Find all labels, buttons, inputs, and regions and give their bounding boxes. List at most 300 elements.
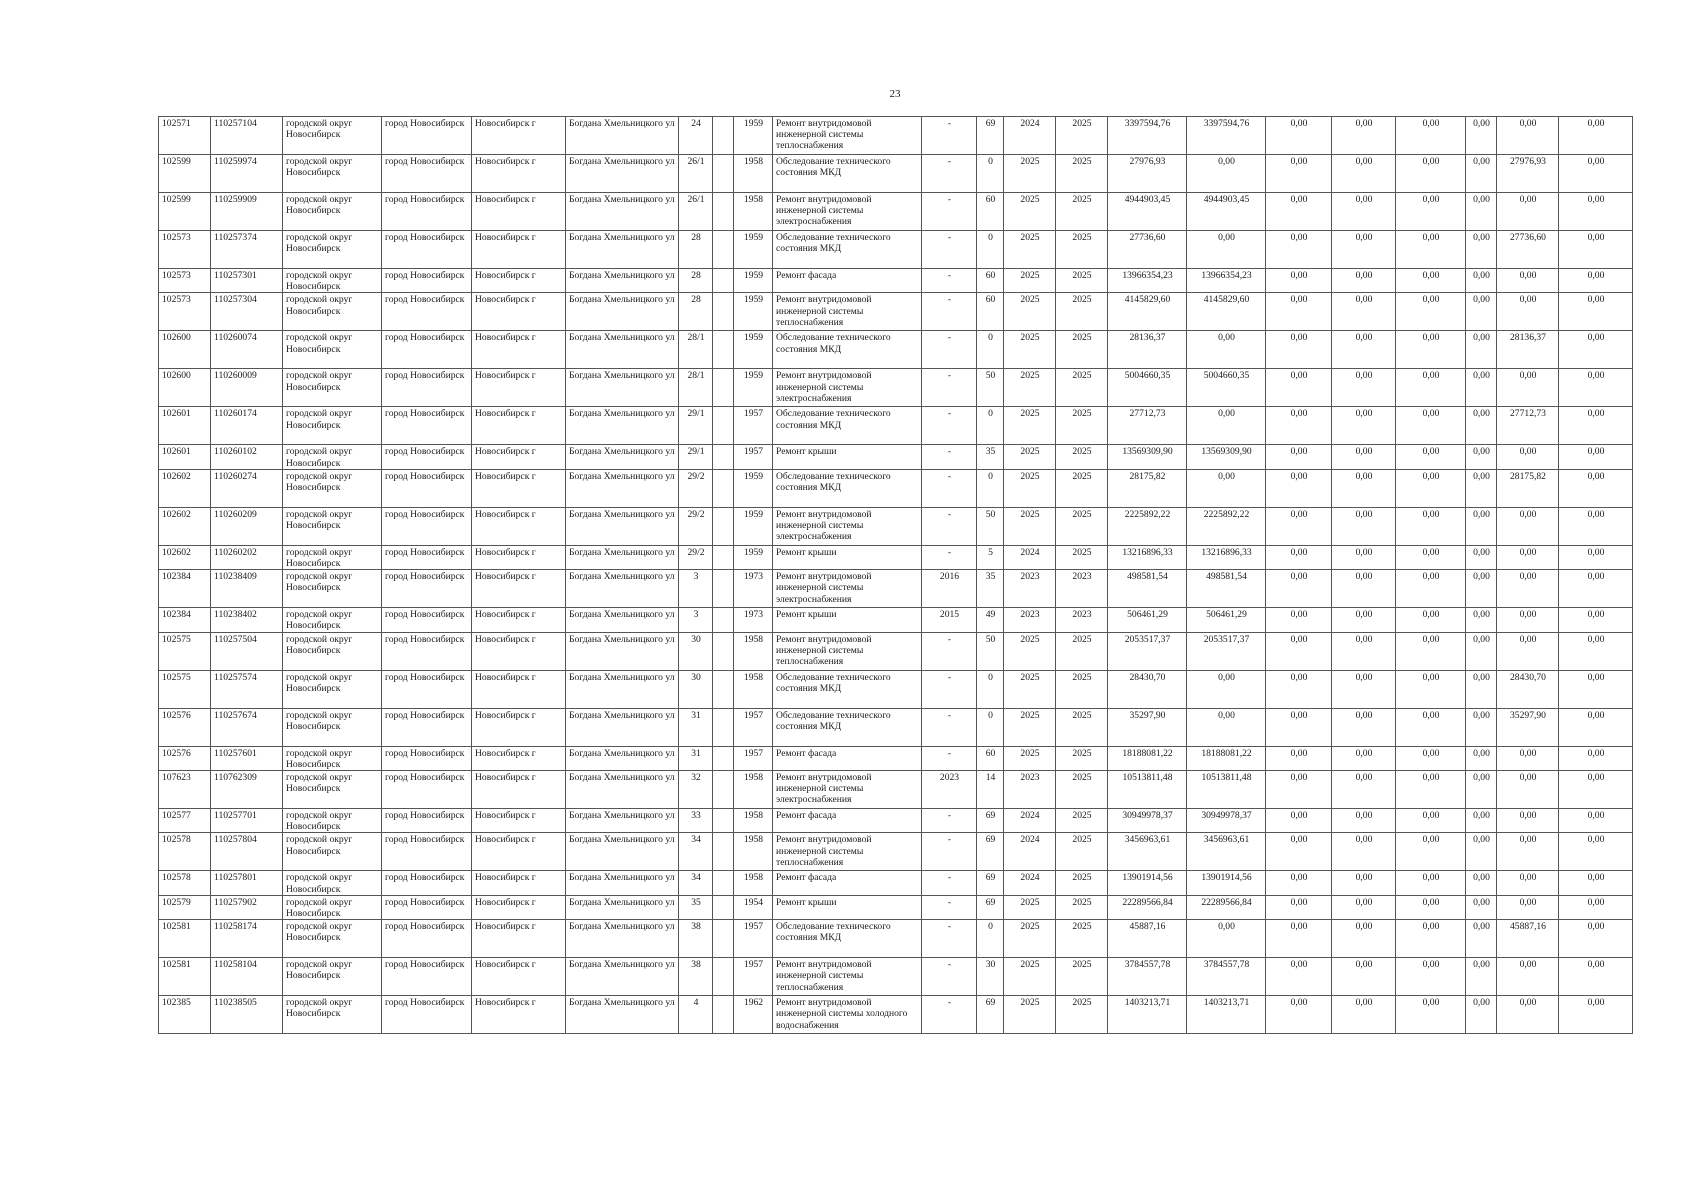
last-repair-year-cell: 2023 (922, 771, 977, 809)
survey-cost-cell: 0,00 (1497, 771, 1559, 809)
settlement-cell: город Новосибирск (382, 193, 472, 231)
municipality-cell: городской округ Новосибирск (283, 632, 382, 670)
plan-end-cell: 2025 (1056, 507, 1108, 545)
fund-cost-cell: 2225892,22 (1187, 507, 1266, 545)
house-number-cell: 28 (679, 269, 713, 293)
table-row (159, 871, 1633, 895)
wear-cell: 50 (977, 632, 1004, 670)
plan-start-cell: 2025 (1004, 996, 1056, 1034)
settlement-cell: город Новосибирск (382, 670, 472, 708)
other-cost-cell: 0,00 (1559, 507, 1633, 545)
street-cell: Богдана Хмельницкого ул (566, 293, 679, 331)
fund-cost-cell: 22289566,84 (1187, 895, 1266, 919)
municipality-cell: городской округ Новосибирск (283, 809, 382, 833)
regional-cost-cell: 0,00 (1332, 833, 1396, 871)
local-cost-cell: 0,00 (1396, 507, 1466, 545)
plan-end-cell: 2023 (1056, 608, 1108, 632)
table-row (159, 608, 1633, 632)
owner-cost-cell: 0,00 (1466, 293, 1497, 331)
owner-cost-cell: 0,00 (1466, 771, 1497, 809)
other-cost-cell: 0,00 (1559, 996, 1633, 1034)
municipality-cell: городской округ Новосибирск (283, 331, 382, 369)
table-row (159, 996, 1633, 1034)
other-cost-cell: 0,00 (1559, 269, 1633, 293)
survey-cost-cell: 0,00 (1497, 809, 1559, 833)
work-id-cell: 110260009 (211, 369, 283, 407)
work-type-cell: Обследование технического состояния МКД (773, 155, 922, 193)
federal-cost-cell: 0,00 (1266, 117, 1332, 155)
street-cell: Богдана Хмельницкого ул (566, 507, 679, 545)
locality-cell: Новосибирск г (472, 155, 566, 193)
local-cost-cell: 0,00 (1396, 331, 1466, 369)
last-repair-year-cell: - (922, 632, 977, 670)
house-id-cell: 102578 (159, 871, 211, 895)
plan-end-cell: 2025 (1056, 871, 1108, 895)
settlement-cell: город Новосибирск (382, 996, 472, 1034)
year-built-cell: 1973 (734, 570, 773, 608)
locality-cell: Новосибирск г (472, 293, 566, 331)
house-number-cell: 30 (679, 632, 713, 670)
plan-end-cell: 2025 (1056, 833, 1108, 871)
local-cost-cell: 0,00 (1396, 996, 1466, 1034)
regional-cost-cell: 0,00 (1332, 507, 1396, 545)
locality-cell: Новосибирск г (472, 996, 566, 1034)
other-cost-cell: 0,00 (1559, 570, 1633, 608)
year-built-cell: 1959 (734, 369, 773, 407)
last-repair-year-cell: - (922, 809, 977, 833)
locality-cell: Новосибирск г (472, 771, 566, 809)
settlement-cell: город Новосибирск (382, 269, 472, 293)
work-type-cell: Ремонт внутридомовой инженерной системы электроснабжения (773, 570, 922, 608)
work-type-cell: Ремонт внутридомовой инженерной системы теплоснабжения (773, 632, 922, 670)
owner-cost-cell: 0,00 (1466, 545, 1497, 569)
wear-cell: 0 (977, 708, 1004, 746)
local-cost-cell: 0,00 (1396, 608, 1466, 632)
plan-start-cell: 2024 (1004, 545, 1056, 569)
total-cost-cell: 3784557,78 (1108, 958, 1187, 996)
locality-cell: Новосибирск г (472, 746, 566, 770)
federal-cost-cell: 0,00 (1266, 545, 1332, 569)
survey-cost-cell: 27976,93 (1497, 155, 1559, 193)
street-cell: Богдана Хмельницкого ул (566, 193, 679, 231)
settlement-cell: город Новосибирск (382, 833, 472, 871)
other-cost-cell: 0,00 (1559, 833, 1633, 871)
survey-cost-cell: 0,00 (1497, 369, 1559, 407)
work-id-cell: 110762309 (211, 771, 283, 809)
fund-cost-cell: 0,00 (1187, 469, 1266, 507)
building-cell (713, 996, 734, 1034)
plan-start-cell: 2024 (1004, 833, 1056, 871)
house-id-cell: 107623 (159, 771, 211, 809)
house-id-cell: 102577 (159, 809, 211, 833)
wear-cell: 50 (977, 369, 1004, 407)
wear-cell: 0 (977, 670, 1004, 708)
year-built-cell: 1957 (734, 407, 773, 445)
other-cost-cell: 0,00 (1559, 871, 1633, 895)
local-cost-cell: 0,00 (1396, 293, 1466, 331)
house-id-cell: 102602 (159, 507, 211, 545)
plan-start-cell: 2023 (1004, 608, 1056, 632)
owner-cost-cell: 0,00 (1466, 407, 1497, 445)
work-type-cell: Ремонт фасада (773, 809, 922, 833)
table-row (159, 331, 1633, 369)
locality-cell: Новосибирск г (472, 269, 566, 293)
house-number-cell: 31 (679, 708, 713, 746)
building-cell (713, 833, 734, 871)
plan-end-cell: 2023 (1056, 570, 1108, 608)
table-row (159, 632, 1633, 670)
building-cell (713, 231, 734, 269)
work-type-cell: Обследование технического состояния МКД (773, 670, 922, 708)
locality-cell: Новосибирск г (472, 331, 566, 369)
house-number-cell: 29/1 (679, 407, 713, 445)
settlement-cell: город Новосибирск (382, 570, 472, 608)
total-cost-cell: 5004660,35 (1108, 369, 1187, 407)
federal-cost-cell: 0,00 (1266, 632, 1332, 670)
locality-cell: Новосибирск г (472, 545, 566, 569)
regional-cost-cell: 0,00 (1332, 117, 1396, 155)
plan-end-cell: 2025 (1056, 445, 1108, 469)
house-number-cell: 29/1 (679, 445, 713, 469)
building-cell (713, 469, 734, 507)
regional-cost-cell: 0,00 (1332, 331, 1396, 369)
street-cell: Богдана Хмельницкого ул (566, 608, 679, 632)
other-cost-cell: 0,00 (1559, 746, 1633, 770)
fund-cost-cell: 0,00 (1187, 155, 1266, 193)
total-cost-cell: 18188081,22 (1108, 746, 1187, 770)
federal-cost-cell: 0,00 (1266, 608, 1332, 632)
work-id-cell: 110259974 (211, 155, 283, 193)
federal-cost-cell: 0,00 (1266, 746, 1332, 770)
work-type-cell: Обследование технического состояния МКД (773, 407, 922, 445)
year-built-cell: 1959 (734, 507, 773, 545)
street-cell: Богдана Хмельницкого ул (566, 117, 679, 155)
year-built-cell: 1959 (734, 117, 773, 155)
house-id-cell: 102581 (159, 920, 211, 958)
total-cost-cell: 13901914,56 (1108, 871, 1187, 895)
plan-start-cell: 2025 (1004, 920, 1056, 958)
regional-cost-cell: 0,00 (1332, 608, 1396, 632)
local-cost-cell: 0,00 (1396, 771, 1466, 809)
federal-cost-cell: 0,00 (1266, 469, 1332, 507)
year-built-cell: 1959 (734, 293, 773, 331)
house-number-cell: 34 (679, 833, 713, 871)
street-cell: Богдана Хмельницкого ул (566, 920, 679, 958)
year-built-cell: 1957 (734, 958, 773, 996)
fund-cost-cell: 13569309,90 (1187, 445, 1266, 469)
house-id-cell: 102601 (159, 407, 211, 445)
house-id-cell: 102575 (159, 632, 211, 670)
total-cost-cell: 2225892,22 (1108, 507, 1187, 545)
fund-cost-cell: 4145829,60 (1187, 293, 1266, 331)
fund-cost-cell: 0,00 (1187, 708, 1266, 746)
survey-cost-cell: 27712,73 (1497, 407, 1559, 445)
total-cost-cell: 28430,70 (1108, 670, 1187, 708)
municipality-cell: городской округ Новосибирск (283, 407, 382, 445)
plan-end-cell: 2025 (1056, 117, 1108, 155)
municipality-cell: городской округ Новосибирск (283, 269, 382, 293)
house-number-cell: 34 (679, 871, 713, 895)
survey-cost-cell: 0,00 (1497, 746, 1559, 770)
survey-cost-cell: 0,00 (1497, 193, 1559, 231)
plan-end-cell: 2025 (1056, 545, 1108, 569)
street-cell: Богдана Хмельницкого ул (566, 269, 679, 293)
house-id-cell: 102578 (159, 833, 211, 871)
street-cell: Богдана Хмельницкого ул (566, 809, 679, 833)
table-row (159, 670, 1633, 708)
local-cost-cell: 0,00 (1396, 369, 1466, 407)
street-cell: Богдана Хмельницкого ул (566, 369, 679, 407)
plan-start-cell: 2025 (1004, 632, 1056, 670)
survey-cost-cell: 0,00 (1497, 833, 1559, 871)
municipality-cell: городской округ Новосибирск (283, 445, 382, 469)
table-row (159, 809, 1633, 833)
survey-cost-cell: 0,00 (1497, 958, 1559, 996)
last-repair-year-cell: 2015 (922, 608, 977, 632)
capital-repair-table (158, 116, 1633, 1034)
municipality-cell: городской округ Новосибирск (283, 293, 382, 331)
other-cost-cell: 0,00 (1559, 608, 1633, 632)
work-type-cell: Ремонт внутридомовой инженерной системы теплоснабжения (773, 117, 922, 155)
total-cost-cell: 13216896,33 (1108, 545, 1187, 569)
plan-start-cell: 2025 (1004, 269, 1056, 293)
year-built-cell: 1957 (734, 445, 773, 469)
wear-cell: 0 (977, 231, 1004, 269)
plan-end-cell: 2025 (1056, 746, 1108, 770)
last-repair-year-cell: - (922, 507, 977, 545)
total-cost-cell: 3456963,61 (1108, 833, 1187, 871)
house-id-cell: 102602 (159, 469, 211, 507)
building-cell (713, 895, 734, 919)
owner-cost-cell: 0,00 (1466, 507, 1497, 545)
work-id-cell: 110260174 (211, 407, 283, 445)
wear-cell: 14 (977, 771, 1004, 809)
municipality-cell: городской округ Новосибирск (283, 746, 382, 770)
house-id-cell: 102576 (159, 746, 211, 770)
other-cost-cell: 0,00 (1559, 895, 1633, 919)
federal-cost-cell: 0,00 (1266, 833, 1332, 871)
street-cell: Богдана Хмельницкого ул (566, 445, 679, 469)
wear-cell: 49 (977, 608, 1004, 632)
work-id-cell: 110257701 (211, 809, 283, 833)
total-cost-cell: 1403213,71 (1108, 996, 1187, 1034)
other-cost-cell: 0,00 (1559, 545, 1633, 569)
regional-cost-cell: 0,00 (1332, 958, 1396, 996)
locality-cell: Новосибирск г (472, 871, 566, 895)
work-id-cell: 110259909 (211, 193, 283, 231)
federal-cost-cell: 0,00 (1266, 507, 1332, 545)
work-id-cell: 110260074 (211, 331, 283, 369)
settlement-cell: город Новосибирск (382, 117, 472, 155)
building-cell (713, 269, 734, 293)
plan-start-cell: 2025 (1004, 407, 1056, 445)
building-cell (713, 809, 734, 833)
wear-cell: 30 (977, 958, 1004, 996)
street-cell: Богдана Хмельницкого ул (566, 833, 679, 871)
last-repair-year-cell: - (922, 231, 977, 269)
house-number-cell: 32 (679, 771, 713, 809)
wear-cell: 0 (977, 331, 1004, 369)
total-cost-cell: 28136,37 (1108, 331, 1187, 369)
year-built-cell: 1959 (734, 545, 773, 569)
locality-cell: Новосибирск г (472, 407, 566, 445)
survey-cost-cell: 0,00 (1497, 445, 1559, 469)
house-number-cell: 3 (679, 570, 713, 608)
year-built-cell: 1973 (734, 608, 773, 632)
wear-cell: 50 (977, 507, 1004, 545)
total-cost-cell: 13569309,90 (1108, 445, 1187, 469)
house-id-cell: 102384 (159, 570, 211, 608)
settlement-cell: город Новосибирск (382, 231, 472, 269)
other-cost-cell: 0,00 (1559, 331, 1633, 369)
house-number-cell: 28/1 (679, 331, 713, 369)
plan-start-cell: 2023 (1004, 771, 1056, 809)
plan-start-cell: 2025 (1004, 445, 1056, 469)
locality-cell: Новосибирск г (472, 708, 566, 746)
last-repair-year-cell: - (922, 369, 977, 407)
total-cost-cell: 506461,29 (1108, 608, 1187, 632)
fund-cost-cell: 0,00 (1187, 920, 1266, 958)
total-cost-cell: 27736,60 (1108, 231, 1187, 269)
fund-cost-cell: 2053517,37 (1187, 632, 1266, 670)
federal-cost-cell: 0,00 (1266, 269, 1332, 293)
other-cost-cell: 0,00 (1559, 117, 1633, 155)
total-cost-cell: 30949978,37 (1108, 809, 1187, 833)
settlement-cell: город Новосибирск (382, 545, 472, 569)
local-cost-cell: 0,00 (1396, 155, 1466, 193)
last-repair-year-cell: - (922, 833, 977, 871)
federal-cost-cell: 0,00 (1266, 670, 1332, 708)
year-built-cell: 1954 (734, 895, 773, 919)
fund-cost-cell: 0,00 (1187, 231, 1266, 269)
work-type-cell: Ремонт внутридомовой инженерной системы холодного водоснабжения (773, 996, 922, 1034)
survey-cost-cell: 0,00 (1497, 269, 1559, 293)
regional-cost-cell: 0,00 (1332, 920, 1396, 958)
total-cost-cell: 13966354,23 (1108, 269, 1187, 293)
building-cell (713, 117, 734, 155)
work-id-cell: 110257804 (211, 833, 283, 871)
work-type-cell: Ремонт внутридомовой инженерной системы электроснабжения (773, 771, 922, 809)
locality-cell: Новосибирск г (472, 507, 566, 545)
federal-cost-cell: 0,00 (1266, 895, 1332, 919)
work-id-cell: 110257674 (211, 708, 283, 746)
last-repair-year-cell: - (922, 193, 977, 231)
work-id-cell: 110257301 (211, 269, 283, 293)
regional-cost-cell: 0,00 (1332, 871, 1396, 895)
fund-cost-cell: 3784557,78 (1187, 958, 1266, 996)
last-repair-year-cell: - (922, 996, 977, 1034)
street-cell: Богдана Хмельницкого ул (566, 469, 679, 507)
plan-end-cell: 2025 (1056, 771, 1108, 809)
work-id-cell: 110257374 (211, 231, 283, 269)
table-row (159, 407, 1633, 445)
local-cost-cell: 0,00 (1396, 871, 1466, 895)
locality-cell: Новосибирск г (472, 445, 566, 469)
year-built-cell: 1958 (734, 193, 773, 231)
work-type-cell: Ремонт внутридомовой инженерной системы электроснабжения (773, 193, 922, 231)
settlement-cell: город Новосибирск (382, 771, 472, 809)
survey-cost-cell: 45887,16 (1497, 920, 1559, 958)
house-number-cell: 38 (679, 920, 713, 958)
survey-cost-cell: 0,00 (1497, 570, 1559, 608)
year-built-cell: 1959 (734, 269, 773, 293)
work-type-cell: Ремонт крыши (773, 895, 922, 919)
municipality-cell: городской округ Новосибирск (283, 507, 382, 545)
total-cost-cell: 27976,93 (1108, 155, 1187, 193)
last-repair-year-cell: 2016 (922, 570, 977, 608)
regional-cost-cell: 0,00 (1332, 895, 1396, 919)
locality-cell: Новосибирск г (472, 469, 566, 507)
wear-cell: 35 (977, 445, 1004, 469)
total-cost-cell: 4145829,60 (1108, 293, 1187, 331)
plan-end-cell: 2025 (1056, 958, 1108, 996)
survey-cost-cell: 0,00 (1497, 895, 1559, 919)
settlement-cell: город Новосибирск (382, 958, 472, 996)
total-cost-cell: 28175,82 (1108, 469, 1187, 507)
fund-cost-cell: 3456963,61 (1187, 833, 1266, 871)
municipality-cell: городской округ Новосибирск (283, 670, 382, 708)
regional-cost-cell: 0,00 (1332, 996, 1396, 1034)
settlement-cell: город Новосибирск (382, 708, 472, 746)
regional-cost-cell: 0,00 (1332, 771, 1396, 809)
building-cell (713, 331, 734, 369)
local-cost-cell: 0,00 (1396, 469, 1466, 507)
plan-start-cell: 2025 (1004, 469, 1056, 507)
street-cell: Богдана Хмельницкого ул (566, 407, 679, 445)
wear-cell: 60 (977, 746, 1004, 770)
work-type-cell: Обследование технического состояния МКД (773, 231, 922, 269)
fund-cost-cell: 498581,54 (1187, 570, 1266, 608)
locality-cell: Новосибирск г (472, 193, 566, 231)
last-repair-year-cell: - (922, 545, 977, 569)
total-cost-cell: 22289566,84 (1108, 895, 1187, 919)
last-repair-year-cell: - (922, 293, 977, 331)
table-row (159, 293, 1633, 331)
house-number-cell: 28/1 (679, 369, 713, 407)
settlement-cell: город Новосибирск (382, 809, 472, 833)
other-cost-cell: 0,00 (1559, 809, 1633, 833)
house-number-cell: 33 (679, 809, 713, 833)
last-repair-year-cell: - (922, 331, 977, 369)
building-cell (713, 407, 734, 445)
last-repair-year-cell: - (922, 117, 977, 155)
plan-start-cell: 2024 (1004, 809, 1056, 833)
federal-cost-cell: 0,00 (1266, 920, 1332, 958)
other-cost-cell: 0,00 (1559, 231, 1633, 269)
local-cost-cell: 0,00 (1396, 407, 1466, 445)
fund-cost-cell: 0,00 (1187, 331, 1266, 369)
fund-cost-cell: 4944903,45 (1187, 193, 1266, 231)
table-row (159, 958, 1633, 996)
wear-cell: 60 (977, 269, 1004, 293)
total-cost-cell: 27712,73 (1108, 407, 1187, 445)
survey-cost-cell: 0,00 (1497, 608, 1559, 632)
plan-start-cell: 2025 (1004, 895, 1056, 919)
owner-cost-cell: 0,00 (1466, 708, 1497, 746)
house-id-cell: 102599 (159, 193, 211, 231)
regional-cost-cell: 0,00 (1332, 269, 1396, 293)
table-row (159, 833, 1633, 871)
municipality-cell: городской округ Новосибирск (283, 117, 382, 155)
federal-cost-cell: 0,00 (1266, 369, 1332, 407)
street-cell: Богдана Хмельницкого ул (566, 231, 679, 269)
building-cell (713, 445, 734, 469)
settlement-cell: город Новосибирск (382, 608, 472, 632)
owner-cost-cell: 0,00 (1466, 155, 1497, 193)
settlement-cell: город Новосибирск (382, 331, 472, 369)
table-row (159, 746, 1633, 770)
work-id-cell: 110257574 (211, 670, 283, 708)
